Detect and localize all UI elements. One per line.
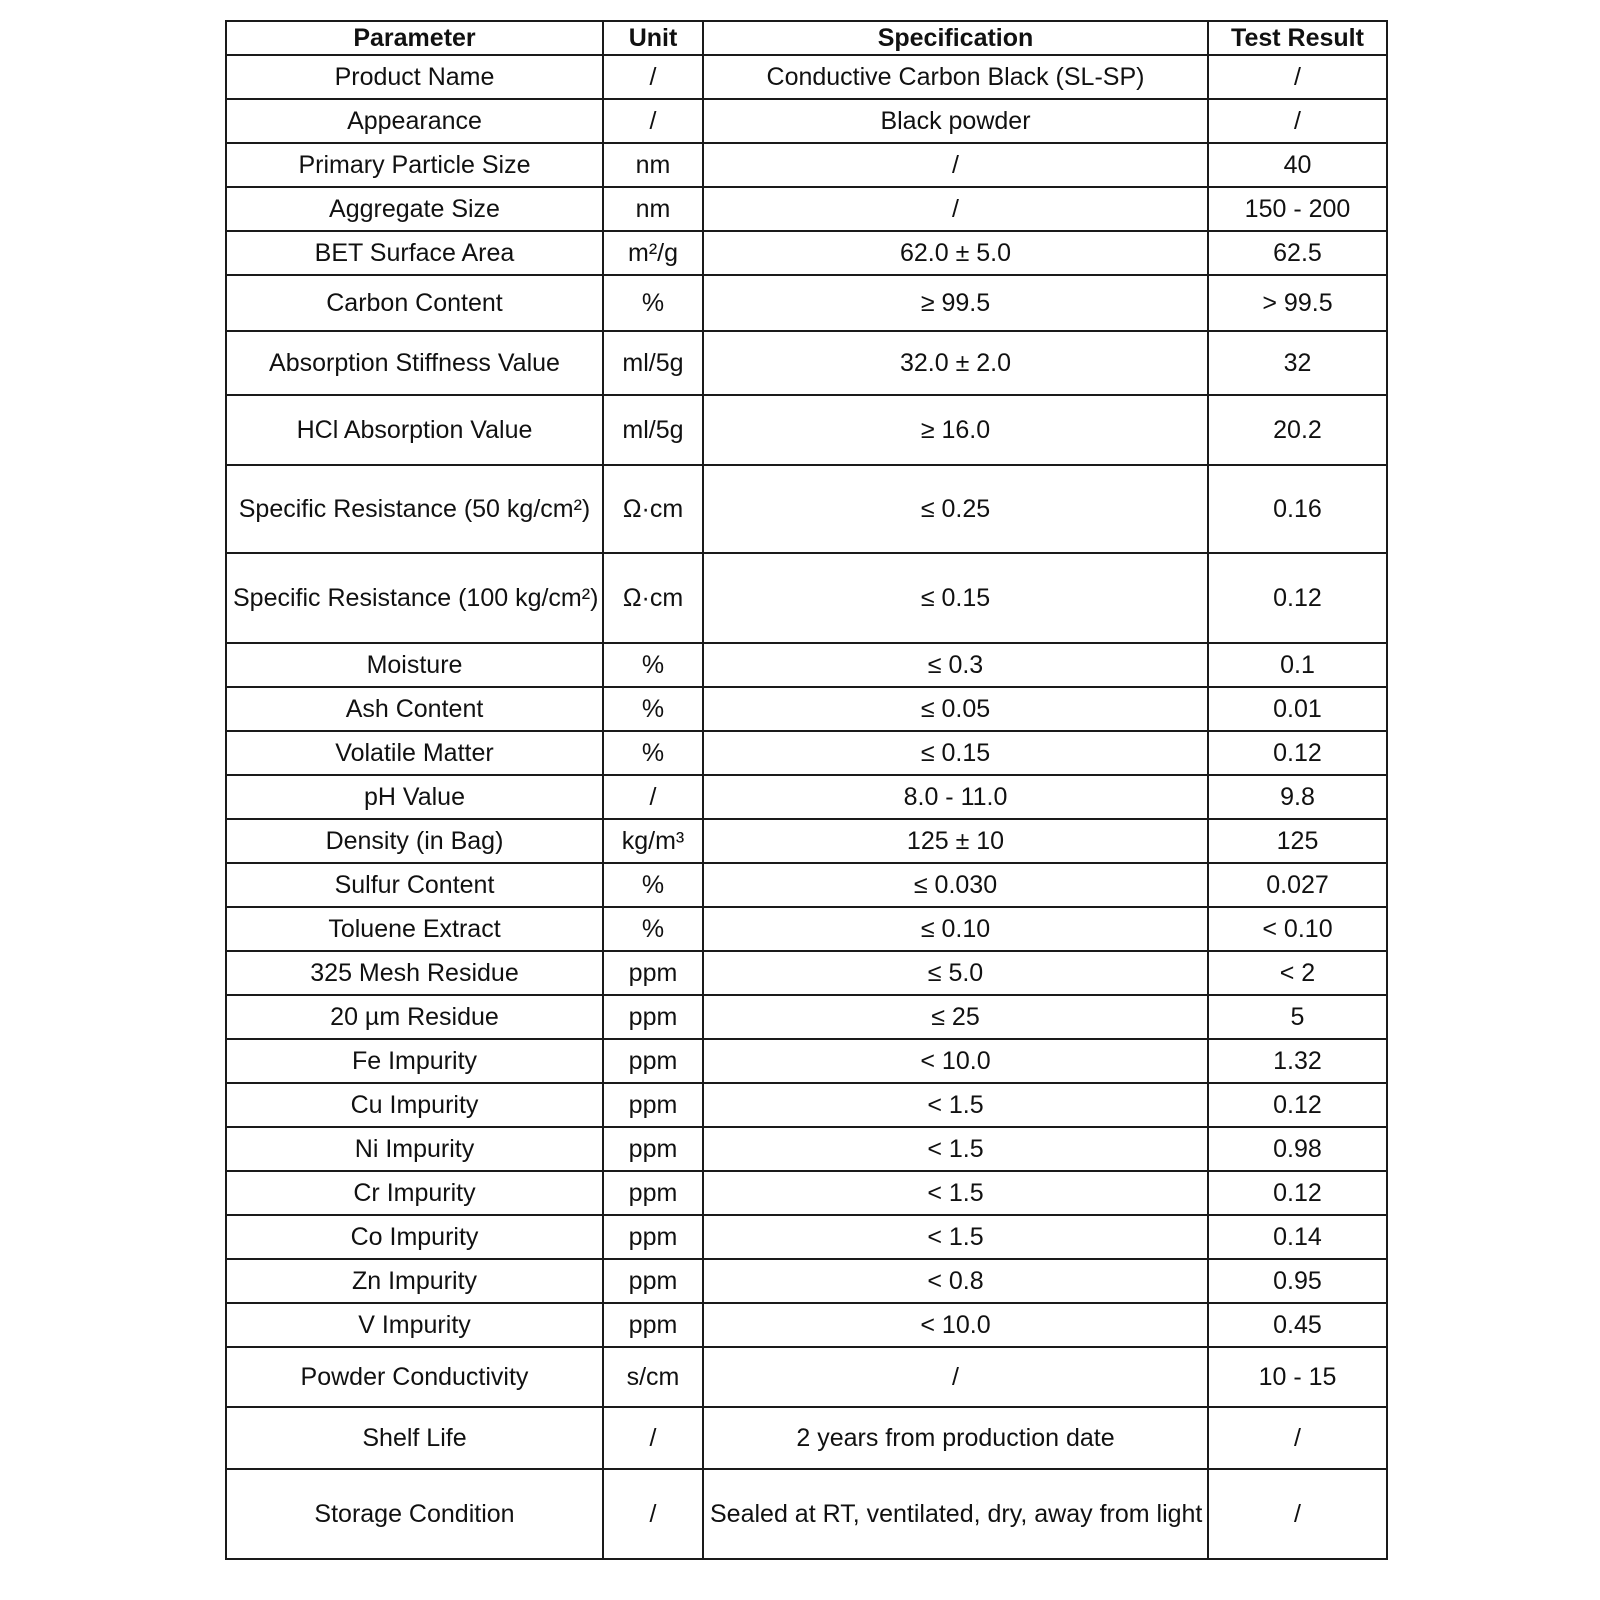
cell-specification: ≤ 0.10 xyxy=(703,907,1208,951)
cell-parameter: Specific Resistance (50 kg/cm²) xyxy=(226,465,603,553)
table-row xyxy=(226,1083,1387,1127)
cell-test-result: 40 xyxy=(1208,143,1387,187)
cell-specification: / xyxy=(703,143,1208,187)
cell-unit: / xyxy=(603,55,703,99)
cell-test-result: 9.8 xyxy=(1208,775,1387,819)
table-row xyxy=(226,863,1387,907)
cell-unit: Ω·cm xyxy=(603,465,703,553)
cell-specification: / xyxy=(703,187,1208,231)
cell-specification: 2 years from production date xyxy=(703,1407,1208,1469)
cell-specification: < 1.5 xyxy=(703,1127,1208,1171)
table-row xyxy=(226,1039,1387,1083)
cell-unit: ml/5g xyxy=(603,331,703,395)
cell-test-result: / xyxy=(1208,99,1387,143)
cell-test-result: 0.12 xyxy=(1208,553,1387,643)
cell-unit: % xyxy=(603,863,703,907)
cell-parameter: Appearance xyxy=(226,99,603,143)
cell-unit: ppm xyxy=(603,1127,703,1171)
cell-test-result: / xyxy=(1208,55,1387,99)
cell-specification: ≤ 0.25 xyxy=(703,465,1208,553)
cell-specification: < 10.0 xyxy=(703,1039,1208,1083)
cell-parameter: Ni Impurity xyxy=(226,1127,603,1171)
table-row xyxy=(226,951,1387,995)
cell-specification: ≤ 0.15 xyxy=(703,553,1208,643)
cell-specification: ≥ 99.5 xyxy=(703,275,1208,331)
cell-test-result: 1.32 xyxy=(1208,1039,1387,1083)
table-row xyxy=(226,395,1387,465)
table-row xyxy=(226,995,1387,1039)
cell-parameter: Ash Content xyxy=(226,687,603,731)
cell-specification: Sealed at RT, ventilated, dry, away from light xyxy=(703,1469,1208,1559)
cell-parameter: Absorption Stiffness Value xyxy=(226,331,603,395)
cell-parameter: Co Impurity xyxy=(226,1215,603,1259)
cell-unit: nm xyxy=(603,187,703,231)
cell-test-result: / xyxy=(1208,1407,1387,1469)
cell-test-result: 0.14 xyxy=(1208,1215,1387,1259)
table-row xyxy=(226,1347,1387,1407)
cell-parameter: Carbon Content xyxy=(226,275,603,331)
cell-specification: ≤ 0.030 xyxy=(703,863,1208,907)
cell-unit: ml/5g xyxy=(603,395,703,465)
cell-unit: / xyxy=(603,1469,703,1559)
cell-specification: ≤ 0.05 xyxy=(703,687,1208,731)
cell-parameter: Product Name xyxy=(226,55,603,99)
cell-parameter: Aggregate Size xyxy=(226,187,603,231)
cell-parameter: Zn Impurity xyxy=(226,1259,603,1303)
table-row xyxy=(226,1171,1387,1215)
cell-parameter: pH Value xyxy=(226,775,603,819)
cell-parameter: 20 µm Residue xyxy=(226,995,603,1039)
cell-specification: < 1.5 xyxy=(703,1083,1208,1127)
cell-test-result: 0.12 xyxy=(1208,1083,1387,1127)
cell-specification: 8.0 - 11.0 xyxy=(703,775,1208,819)
cell-unit: ppm xyxy=(603,951,703,995)
cell-specification: Black powder xyxy=(703,99,1208,143)
cell-specification: 32.0 ± 2.0 xyxy=(703,331,1208,395)
table-row xyxy=(226,1259,1387,1303)
table-row xyxy=(226,1215,1387,1259)
cell-test-result: 0.45 xyxy=(1208,1303,1387,1347)
table-row xyxy=(226,187,1387,231)
cell-parameter: Cu Impurity xyxy=(226,1083,603,1127)
cell-parameter: Density (in Bag) xyxy=(226,819,603,863)
cell-test-result: 32 xyxy=(1208,331,1387,395)
table-row xyxy=(226,55,1387,99)
cell-parameter: Shelf Life xyxy=(226,1407,603,1469)
table-row xyxy=(226,1469,1387,1559)
cell-test-result: 0.1 xyxy=(1208,643,1387,687)
table-row xyxy=(226,1127,1387,1171)
cell-test-result: 0.95 xyxy=(1208,1259,1387,1303)
table-row xyxy=(226,687,1387,731)
cell-parameter: Primary Particle Size xyxy=(226,143,603,187)
cell-parameter: V Impurity xyxy=(226,1303,603,1347)
cell-specification: ≤ 5.0 xyxy=(703,951,1208,995)
table-row xyxy=(226,275,1387,331)
table-row xyxy=(226,143,1387,187)
specification-table xyxy=(225,20,1388,1560)
cell-specification: 125 ± 10 xyxy=(703,819,1208,863)
cell-test-result: 0.12 xyxy=(1208,731,1387,775)
cell-specification: 62.0 ± 5.0 xyxy=(703,231,1208,275)
cell-unit: m²/g xyxy=(603,231,703,275)
cell-parameter: Sulfur Content xyxy=(226,863,603,907)
cell-unit: ppm xyxy=(603,1083,703,1127)
cell-test-result: 125 xyxy=(1208,819,1387,863)
header-unit: Unit xyxy=(603,21,703,55)
table-row xyxy=(226,465,1387,553)
cell-parameter: Moisture xyxy=(226,643,603,687)
header-specification: Specification xyxy=(703,21,1208,55)
cell-parameter: Specific Resistance (100 kg/cm²) xyxy=(226,553,603,643)
cell-specification: ≤ 25 xyxy=(703,995,1208,1039)
cell-specification: < 1.5 xyxy=(703,1171,1208,1215)
cell-unit: % xyxy=(603,731,703,775)
cell-specification: ≤ 0.15 xyxy=(703,731,1208,775)
cell-test-result: 0.01 xyxy=(1208,687,1387,731)
cell-parameter: 325 Mesh Residue xyxy=(226,951,603,995)
cell-parameter: Powder Conductivity xyxy=(226,1347,603,1407)
table-row xyxy=(226,1407,1387,1469)
cell-specification: ≤ 0.3 xyxy=(703,643,1208,687)
table-row xyxy=(226,231,1387,275)
cell-test-result: > 99.5 xyxy=(1208,275,1387,331)
cell-test-result: 0.16 xyxy=(1208,465,1387,553)
cell-unit: Ω·cm xyxy=(603,553,703,643)
cell-test-result: / xyxy=(1208,1469,1387,1559)
cell-unit: nm xyxy=(603,143,703,187)
cell-parameter: Volatile Matter xyxy=(226,731,603,775)
cell-unit: ppm xyxy=(603,995,703,1039)
cell-test-result: 0.98 xyxy=(1208,1127,1387,1171)
cell-unit: % xyxy=(603,907,703,951)
cell-unit: s/cm xyxy=(603,1347,703,1407)
cell-test-result: 10 - 15 xyxy=(1208,1347,1387,1407)
cell-specification: / xyxy=(703,1347,1208,1407)
cell-unit: ppm xyxy=(603,1303,703,1347)
table-row xyxy=(226,775,1387,819)
table-row xyxy=(226,553,1387,643)
cell-test-result: 20.2 xyxy=(1208,395,1387,465)
cell-test-result: 62.5 xyxy=(1208,231,1387,275)
cell-unit: / xyxy=(603,1407,703,1469)
table-row xyxy=(226,1303,1387,1347)
cell-specification: ≥ 16.0 xyxy=(703,395,1208,465)
cell-test-result: 0.12 xyxy=(1208,1171,1387,1215)
cell-unit: / xyxy=(603,99,703,143)
cell-parameter: Fe Impurity xyxy=(226,1039,603,1083)
table-row xyxy=(226,731,1387,775)
table-body xyxy=(226,55,1387,1559)
table-row xyxy=(226,907,1387,951)
cell-unit: % xyxy=(603,687,703,731)
table-row xyxy=(226,819,1387,863)
cell-test-result: < 0.10 xyxy=(1208,907,1387,951)
cell-unit: ppm xyxy=(603,1215,703,1259)
cell-unit: ppm xyxy=(603,1259,703,1303)
cell-specification: < 1.5 xyxy=(703,1215,1208,1259)
cell-specification: Conductive Carbon Black (SL-SP) xyxy=(703,55,1208,99)
header-parameter: Parameter xyxy=(226,21,603,55)
table-row xyxy=(226,643,1387,687)
cell-parameter: BET Surface Area xyxy=(226,231,603,275)
cell-specification: < 0.8 xyxy=(703,1259,1208,1303)
cell-unit: / xyxy=(603,775,703,819)
cell-parameter: Toluene Extract xyxy=(226,907,603,951)
cell-test-result: < 2 xyxy=(1208,951,1387,995)
cell-unit: ppm xyxy=(603,1171,703,1215)
header-test-result: Test Result xyxy=(1208,21,1387,55)
cell-unit: ppm xyxy=(603,1039,703,1083)
cell-parameter: Cr Impurity xyxy=(226,1171,603,1215)
table-row xyxy=(226,331,1387,395)
cell-parameter: Storage Condition xyxy=(226,1469,603,1559)
table-row xyxy=(226,99,1387,143)
cell-parameter: HCl Absorption Value xyxy=(226,395,603,465)
cell-unit: % xyxy=(603,275,703,331)
cell-unit: % xyxy=(603,643,703,687)
header-row xyxy=(226,21,1387,55)
cell-unit: kg/m³ xyxy=(603,819,703,863)
cell-specification: < 10.0 xyxy=(703,1303,1208,1347)
cell-test-result: 5 xyxy=(1208,995,1387,1039)
cell-test-result: 0.027 xyxy=(1208,863,1387,907)
cell-test-result: 150 - 200 xyxy=(1208,187,1387,231)
